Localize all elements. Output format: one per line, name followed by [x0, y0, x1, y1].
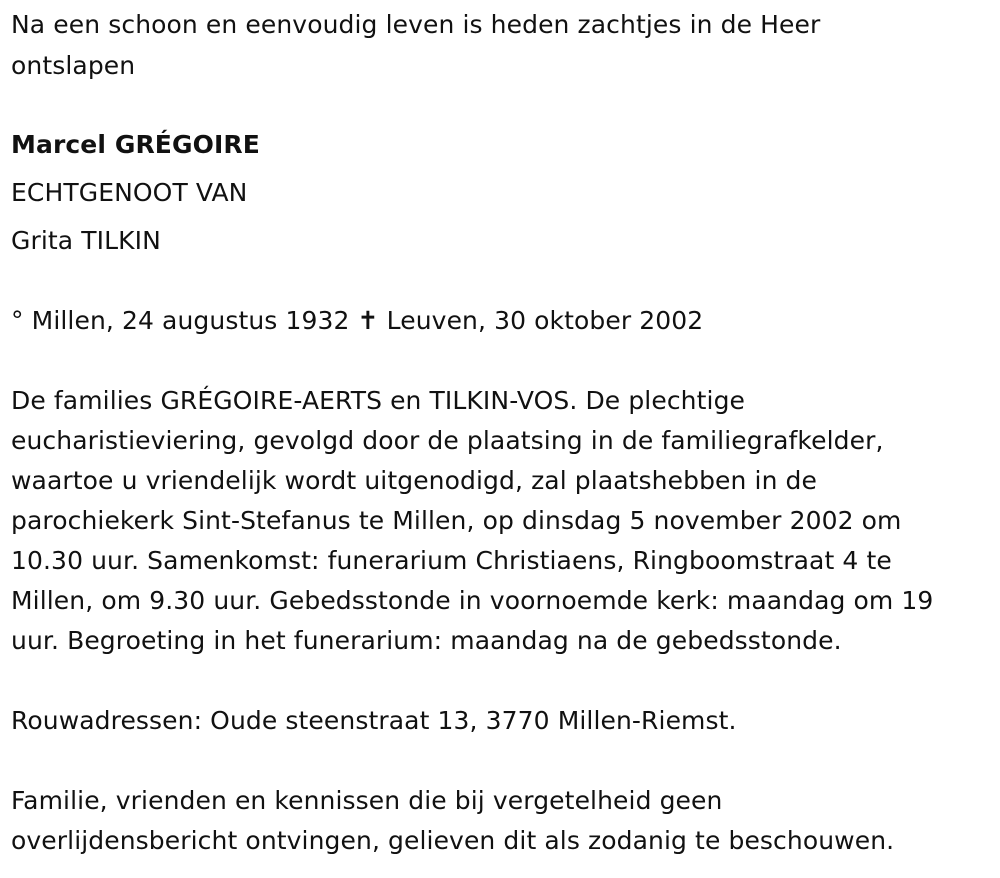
relation-label: ECHTGENOOT VAN [11, 178, 248, 207]
ceremony-line-4: parochiekerk Sint-Stefanus te Millen, op dinsdag 5 november 2002 om [11, 506, 902, 535]
ceremony-line-1: De families GRÉGOIRE-AERTS en TILKIN-VOS. De plechtige [11, 386, 746, 415]
spouse-name: Grita TILKIN [11, 226, 161, 255]
ceremony-line-6: Millen, om 9.30 uur. Gebedsstonde in voornoemde kerk: maandag om 19 [11, 586, 934, 615]
mourning-address: Rouwadressen: Oude steenstraat 13, 3770 Millen-Riemst. [11, 706, 737, 735]
ceremony-line-3: waartoe u vriendelijk wordt uitgenodigd, zal plaatshebben in de [11, 466, 818, 495]
deceased-name: Marcel GRÉGOIRE [11, 130, 260, 159]
intro-line-2: ontslapen [11, 51, 136, 80]
intro-line-1: Na een schoon en eenvoudig leven is heden zachtjes in de Heer [11, 10, 821, 39]
birth-symbol: ° [11, 306, 24, 335]
birth-date: Millen, 24 augustus 1932 [31, 306, 350, 335]
death-cross-icon: ✝ [357, 306, 379, 335]
ceremony-line-7: uur. Begroeting in het funerarium: maandag na de gebedsstonde. [11, 626, 842, 655]
ceremony-line-5: 10.30 uur. Samenkomst: funerarium Christiaens, Ringboomstraat 4 te [11, 546, 892, 575]
death-date: Leuven, 30 oktober 2002 [386, 306, 704, 335]
closing-line-2: overlijdensbericht ontvingen, gelieven dit als zodanig te beschouwen. [11, 826, 895, 855]
closing-line-1: Familie, vrienden en kennissen die bij vergetelheid geen [11, 786, 723, 815]
ceremony-line-2: eucharistieviering, gevolgd door de plaatsing in de familiegrafkelder, [11, 426, 884, 455]
birth-death-dates [11, 301, 703, 341]
